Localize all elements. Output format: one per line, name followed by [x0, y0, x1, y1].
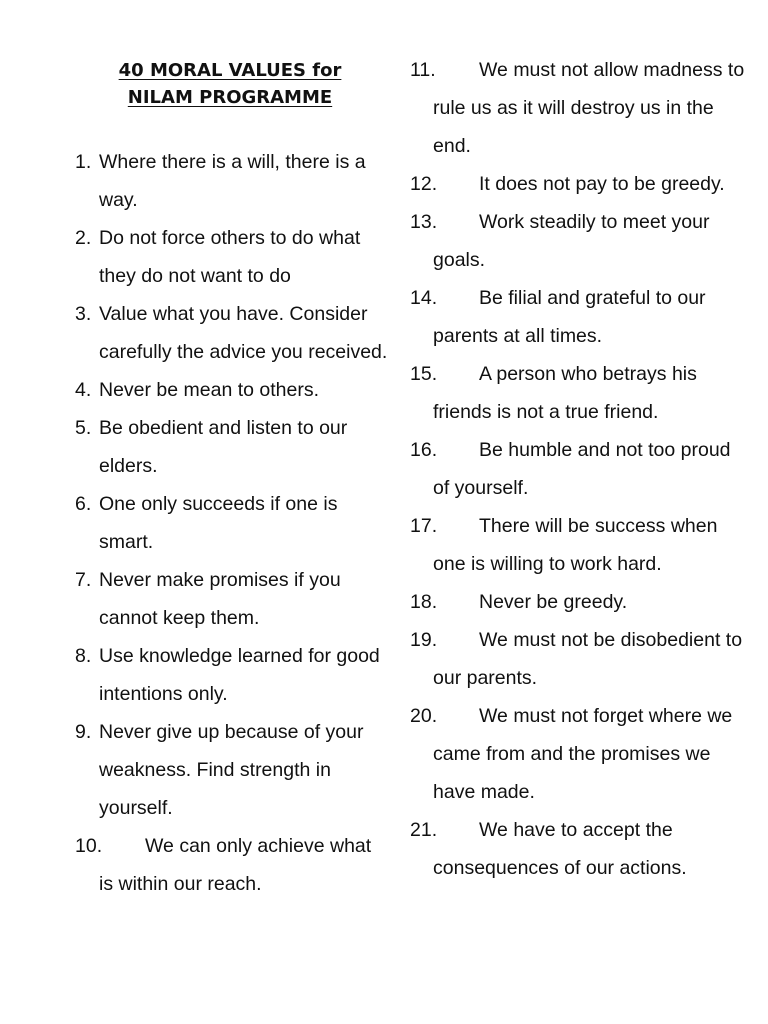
moral-values-list-left [75, 143, 390, 903]
list-item [75, 409, 390, 485]
item-text: We must not allow madness to rule us as it will destroy us in the end. [433, 59, 745, 157]
item-number: 6. [75, 493, 92, 515]
item-number: 14. [410, 287, 438, 309]
item-text: Never make promises if you cannot keep them. [99, 569, 341, 629]
list-item [410, 431, 745, 507]
item-text: Be humble and not too proud of yourself. [433, 439, 731, 499]
item-text: Be obedient and listen to our elders. [99, 417, 348, 477]
item-text: Work steadily to meet your goals. [433, 211, 710, 271]
item-number: 7. [75, 569, 92, 591]
list-item [410, 583, 745, 621]
item-number: 12. [410, 173, 438, 195]
item-number: 16. [410, 439, 438, 461]
item-number: 9. [75, 721, 92, 743]
item-number: 18. [410, 591, 438, 613]
item-text: We have to accept the consequences of our actions. [433, 819, 687, 879]
item-text: We must not be disobedient to our parents. [433, 629, 743, 689]
list-item [75, 561, 390, 637]
item-text: Where there is a will, there is a way. [99, 151, 366, 211]
item-number: 20. [410, 705, 438, 727]
item-text: There will be success when one is willing to work hard. [433, 515, 718, 575]
list-item [75, 827, 390, 903]
list-item [75, 143, 390, 219]
item-text: Be filial and grateful to our parents at all times. [433, 287, 706, 347]
list-item [410, 165, 745, 203]
moral-values-list-right [410, 51, 745, 887]
list-item [75, 637, 390, 713]
list-item [410, 279, 745, 355]
item-text: One only succeeds if one is smart. [99, 493, 338, 553]
item-text: A person who betrays his friends is not a true friend. [433, 363, 697, 423]
item-number: 1. [75, 151, 92, 173]
list-item [410, 355, 745, 431]
item-number: 15. [410, 363, 438, 385]
list-item [410, 811, 745, 887]
list-item [75, 219, 390, 295]
item-text: We must not forget where we came from and the promises we have made. [433, 705, 733, 803]
item-text: Never give up because of your weakness. Find strength in yourself. [99, 721, 364, 819]
list-item [410, 621, 745, 697]
item-number: 3. [75, 303, 92, 325]
list-item [410, 203, 745, 279]
item-number: 21. [410, 819, 438, 841]
item-text: It does not pay to be greedy. [479, 173, 725, 195]
item-text: Do not force others to do what they do not want to do [99, 227, 361, 287]
item-number: 8. [75, 645, 92, 667]
item-number: 13. [410, 211, 438, 233]
list-item [75, 713, 390, 827]
list-item [75, 485, 390, 561]
item-number: 5. [75, 417, 92, 439]
item-number: 4. [75, 379, 92, 401]
list-item [75, 371, 390, 409]
item-text: We can only achieve what is within our reach. [99, 835, 372, 895]
title-line-2: NILAM PROGRAMME [127, 87, 333, 108]
item-text: Value what you have. Consider carefully the advice you received. [99, 303, 388, 363]
item-number: 11. [410, 59, 436, 81]
item-number: 17. [410, 515, 438, 537]
item-number: 19. [410, 629, 438, 651]
item-number: 2. [75, 227, 92, 249]
title-line-1: 40 MORAL VALUES for [118, 60, 342, 81]
list-item [410, 51, 745, 165]
list-item [75, 295, 390, 371]
item-text: Never be greedy. [479, 591, 628, 613]
list-item [410, 507, 745, 583]
item-text: Never be mean to others. [99, 379, 320, 401]
document-title [75, 57, 385, 111]
item-number: 10. [75, 835, 103, 857]
list-item [410, 697, 745, 811]
item-text: Use knowledge learned for good intentions only. [99, 645, 380, 705]
